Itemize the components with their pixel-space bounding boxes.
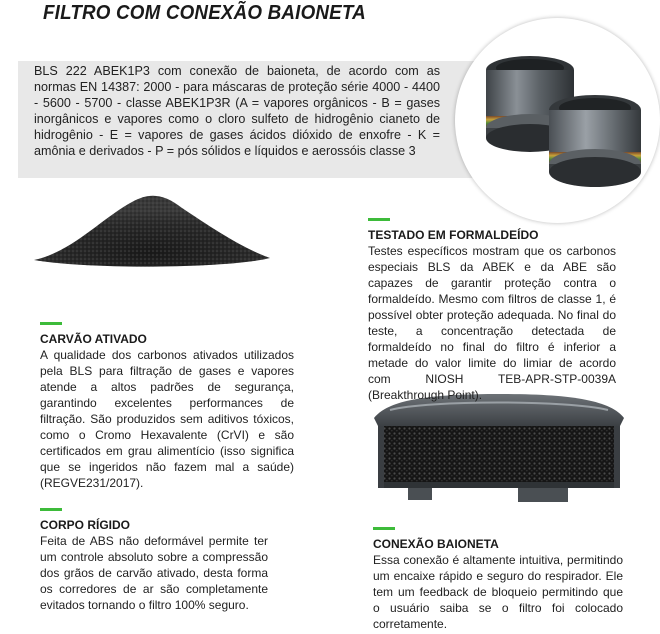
section-body: A qualidade dos carbonos ativados utilizados pela BLS para filtração de gases e vapores atende a altos padrões de segurança, garantindo excelentes performances de filtração. São produzidos sem aditivos tóxicos, como o Cromo Hexavalente (CrVI) e são certificados em grau alimentício (isso significa que se ingeridos não fazem mal a saúde) (REGVE231/2017).: [40, 348, 294, 490]
section-formaldehyde-tested: [368, 218, 616, 403]
section-title: CORPO RÍGIDO: [40, 518, 131, 532]
filter-cutaway-image: [368, 392, 630, 504]
green-accent-bar: [368, 218, 390, 221]
green-accent-bar: [373, 527, 395, 530]
section-title: CONEXÃO BAIONETA: [373, 537, 499, 551]
section-title: CARVÃO ATIVADO: [40, 332, 147, 346]
section-activated-carbon: [40, 322, 294, 491]
intro-text: BLS 222 ABEK1P3 com conexão de baioneta, de acordo com as normas EN 14387: 2000 - para máscaras de proteção série 4000 - 4400 - 5600 - 5700 - classe ABEK1P3R (A = vapores orgânicos - B = gases inorgânicos e vapores como o cloro sulfeto de hidrogênio cianeto de hidrogênio - E = vapores de gases ácidos dióxido de enxofre - K = amônia e derivados - P = pós sólidos e líquidos e aerossóis classe 3: [34, 64, 440, 159]
section-rigid-body: [40, 508, 268, 613]
section-bayonet-connection: [373, 527, 623, 632]
section-body: Essa conexão é altamente intuitiva, permitindo um encaixe rápido e seguro do respirador. Ele tem um feedback de bloqueio permitindo que o usuário saiba se o filtro foi colocado corretamente.: [373, 553, 623, 631]
section-title: TESTADO EM FORMALDEÍDO: [368, 228, 539, 242]
section-body: Feita de ABS não deformável permite ter um controle absoluto sobre a compressão dos grãos de carvão ativado, desta forma os corredores de ar são completamente evitados tornando o filtro 100% seguro.: [40, 534, 268, 612]
green-accent-bar: [40, 322, 62, 325]
filter-cartridges-image: [455, 18, 660, 223]
section-body: Testes específicos mostram que os carbonos especiais BLS da ABEK e da ABE são capazes de garantir proteção contra o formaldeído. Mesmo com filtros de classe 1, é possível obter proteção adequada. No final do teste, a concentração detectada de formaldeído no final do filtro é inferior a metade do valor limite do limiar de acordo com NIOSH TEB-APR-STP-0039A (Breakthrough Point).: [368, 244, 616, 402]
green-accent-bar: [40, 508, 62, 511]
product-photo-circle: [455, 18, 660, 223]
activated-carbon-image: [32, 182, 272, 270]
page-title: FILTRO COM CONEXÃO BAIONETA: [43, 2, 366, 24]
